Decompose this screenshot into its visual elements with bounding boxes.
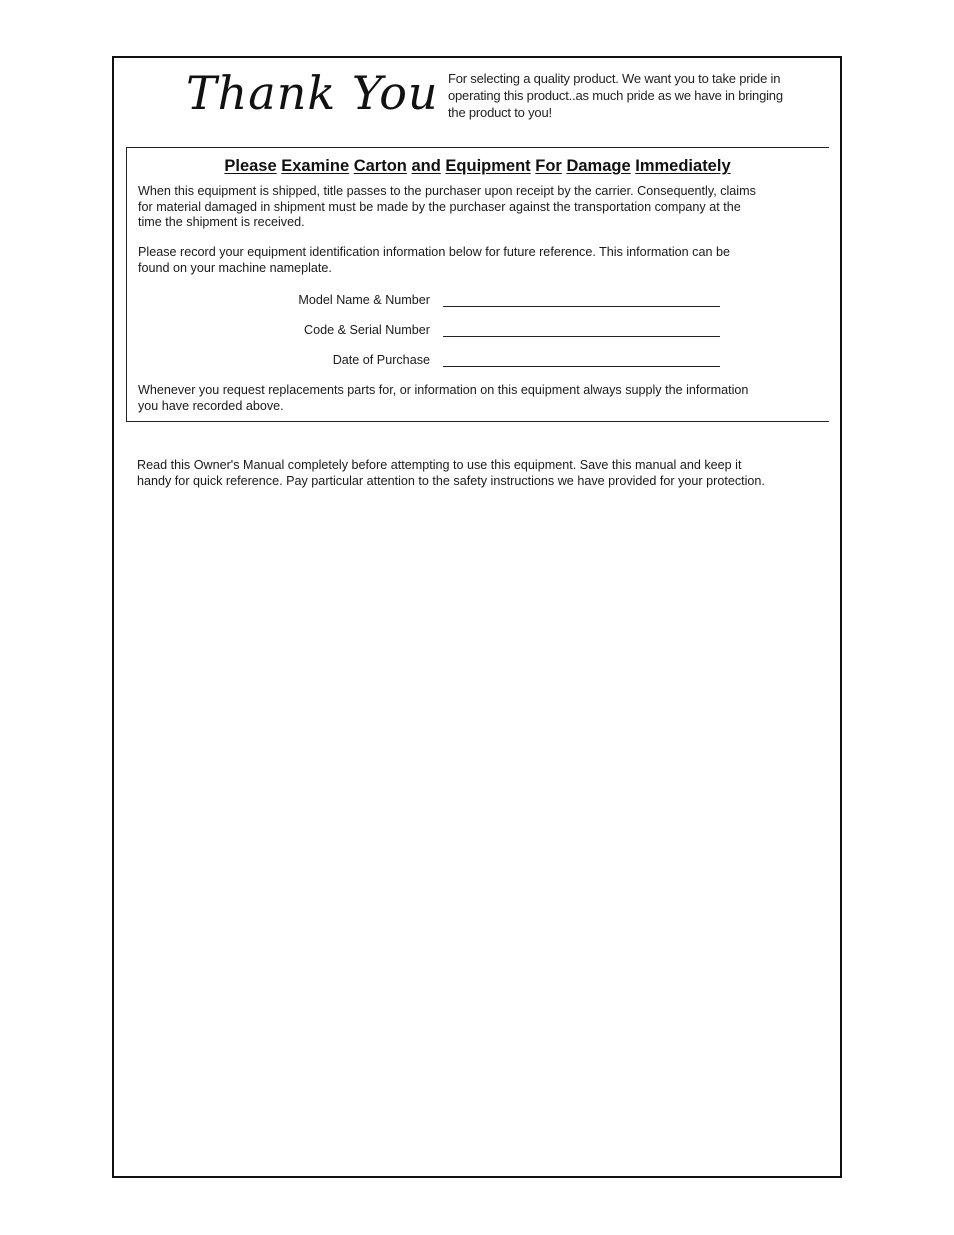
paragraph-line: you have recorded above. <box>138 398 284 413</box>
heading-word: and <box>411 157 441 175</box>
serial-number-field-row <box>240 322 720 340</box>
heading-word: Carton <box>353 157 407 175</box>
blurb-line: operating this product..as much pride as we have in bringing <box>448 88 783 103</box>
model-number-field-row <box>240 292 720 310</box>
shipping-title-paragraph <box>138 184 756 231</box>
heading-word: Immediately <box>635 157 731 175</box>
paragraph-line: for material damaged in shipment must be made by the purchaser against the transportation company at the <box>138 199 741 214</box>
model-number-field[interactable] <box>443 306 720 307</box>
serial-number-field[interactable] <box>443 336 720 337</box>
record-info-paragraph <box>138 245 730 276</box>
heading-word: Damage <box>566 157 631 175</box>
heading-word: Equipment <box>445 157 531 175</box>
paragraph-line: When this equipment is shipped, title passes to the purchaser upon receipt by the carrier. Consequently, claims <box>138 184 756 198</box>
read-manual-paragraph <box>137 458 765 489</box>
paragraph-line: Whenever you request replacements parts for, or information on this equipment always supply the information <box>138 383 749 397</box>
paragraph-line: handy for quick reference. Pay particular attention to the safety instructions we have provided for your protection. <box>137 473 765 488</box>
paragraph-line: Read this Owner's Manual completely before attempting to use this equipment. Save this manual and keep it <box>137 458 742 472</box>
replacement-parts-paragraph <box>138 383 748 414</box>
heading-word: For <box>535 157 562 175</box>
thank-you-blurb <box>448 70 798 121</box>
paragraph-line: found on your machine nameplate. <box>138 260 332 275</box>
heading-word: Please <box>224 157 277 175</box>
heading-word: Examine <box>281 157 350 175</box>
damage-heading <box>126 156 829 176</box>
thank-you-title: Thank You <box>186 66 439 120</box>
purchase-date-label: Date of Purchase <box>332 353 430 367</box>
blurb-line: For selecting a quality product. We want you to take pride in <box>448 71 781 86</box>
paragraph-line: Please record your equipment identification information below for future reference. This information can be <box>138 245 730 259</box>
paragraph-line: time the shipment is received. <box>138 215 305 229</box>
blurb-line: the product to you! <box>448 105 552 120</box>
serial-number-label: Code & Serial Number <box>304 323 430 337</box>
purchase-date-field-row <box>240 352 720 370</box>
purchase-date-field[interactable] <box>443 366 720 367</box>
model-number-label: Model Name & Number <box>298 293 430 307</box>
